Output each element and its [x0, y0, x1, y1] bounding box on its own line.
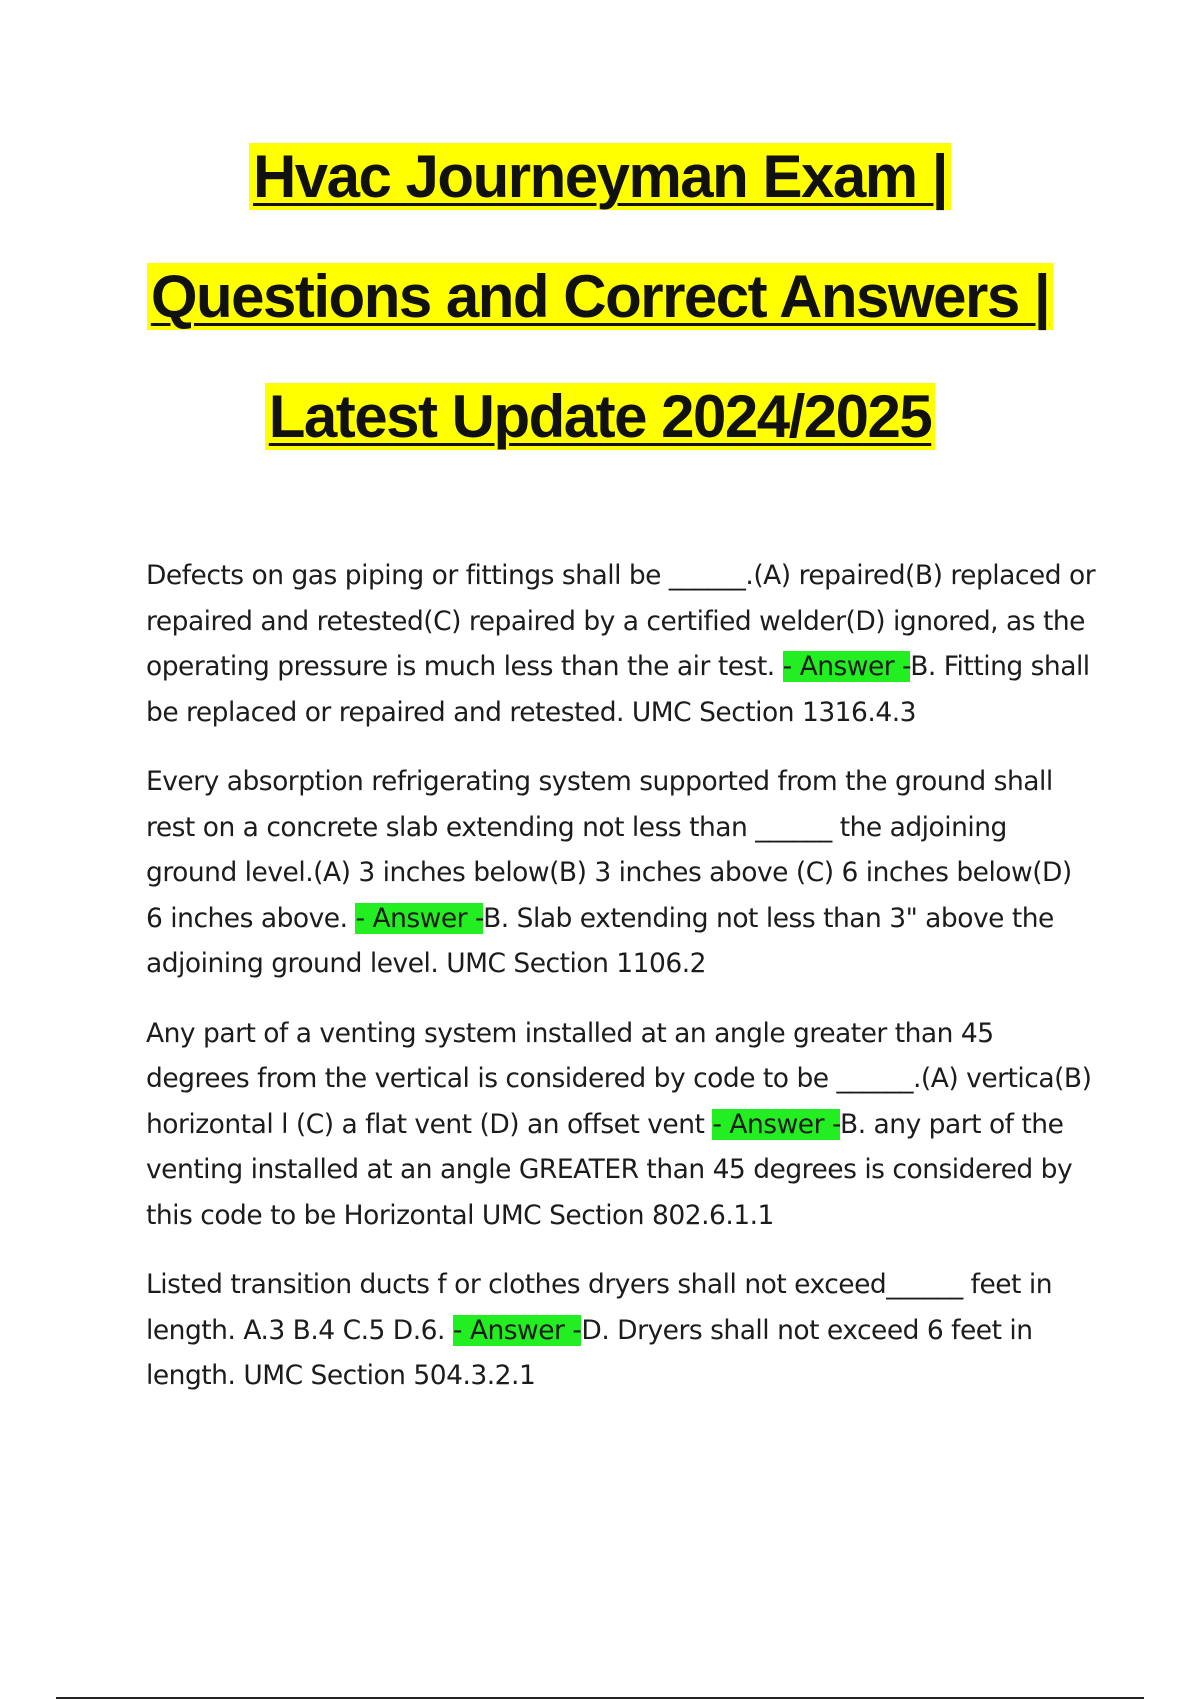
answer-highlight: - Answer - [782, 651, 911, 682]
question-list [146, 553, 1096, 1423]
title-line-2: Questions and Correct Answers | [147, 263, 1053, 330]
question-text: Every absorption refrigerating system supported from the ground shall rest on a concrete slab extending not less than ______ the adjoining ground level.(A) 3 inches below(B) 3 inches above (C) 6 inches below(D) 6 inches above. [146, 766, 1072, 934]
answer-highlight: - Answer - [452, 1314, 582, 1346]
title-line [0, 380, 1200, 470]
page-bottom-divider [56, 1697, 1144, 1699]
title-line-3: Latest Update 2024/2025 [265, 383, 936, 450]
title-line [0, 140, 1200, 230]
answer-text: B. any part of the venting installed at an angle GREATER than 45 degrees is considered by this code to be Horizontal UMC Section 802.6.1.1 [146, 1108, 1073, 1231]
title-line [0, 260, 1200, 350]
document-title [0, 140, 1200, 500]
answer-text: D. Dryers shall not exceed 6 feet in length. UMC Section 504.3.2.1 [146, 1314, 1033, 1391]
question-item-2 [146, 759, 1096, 987]
answer-highlight: - Answer - [712, 1108, 841, 1140]
answer-text: B. Slab extending not less than 3" above the adjoining ground level. UMC Section 1106.2 [146, 902, 1054, 979]
question-item-1 [146, 553, 1096, 735]
question-item-4 [146, 1262, 1096, 1399]
question-text: Any part of a venting system installed at an angle greater than 45 degrees from the vertical is considered by code to be ______.(A) vertica(B) horizontal l (C) a flat vent (D) an offset vent [146, 1017, 1092, 1140]
question-item-3 [146, 1011, 1096, 1239]
question-text: Listed transition ducts f or clothes dryers shall not exceed______ feet in length. A.3 B.4 C.5 D.6. [146, 1269, 1053, 1346]
answer-text: B. Fitting shall be replaced or repaired and retested. UMC Section 1316.4.3 [146, 651, 1090, 728]
answer-highlight: - Answer - [355, 902, 484, 934]
title-line-1: Hvac Journeyman Exam | [249, 143, 951, 210]
question-text: Defects on gas piping or fittings shall be ______.(A) repaired(B) replaced or repaired and retested(C) repaired by a certified welder(D) ignored, as the operating pressure is much less than the air test. [146, 560, 1096, 682]
